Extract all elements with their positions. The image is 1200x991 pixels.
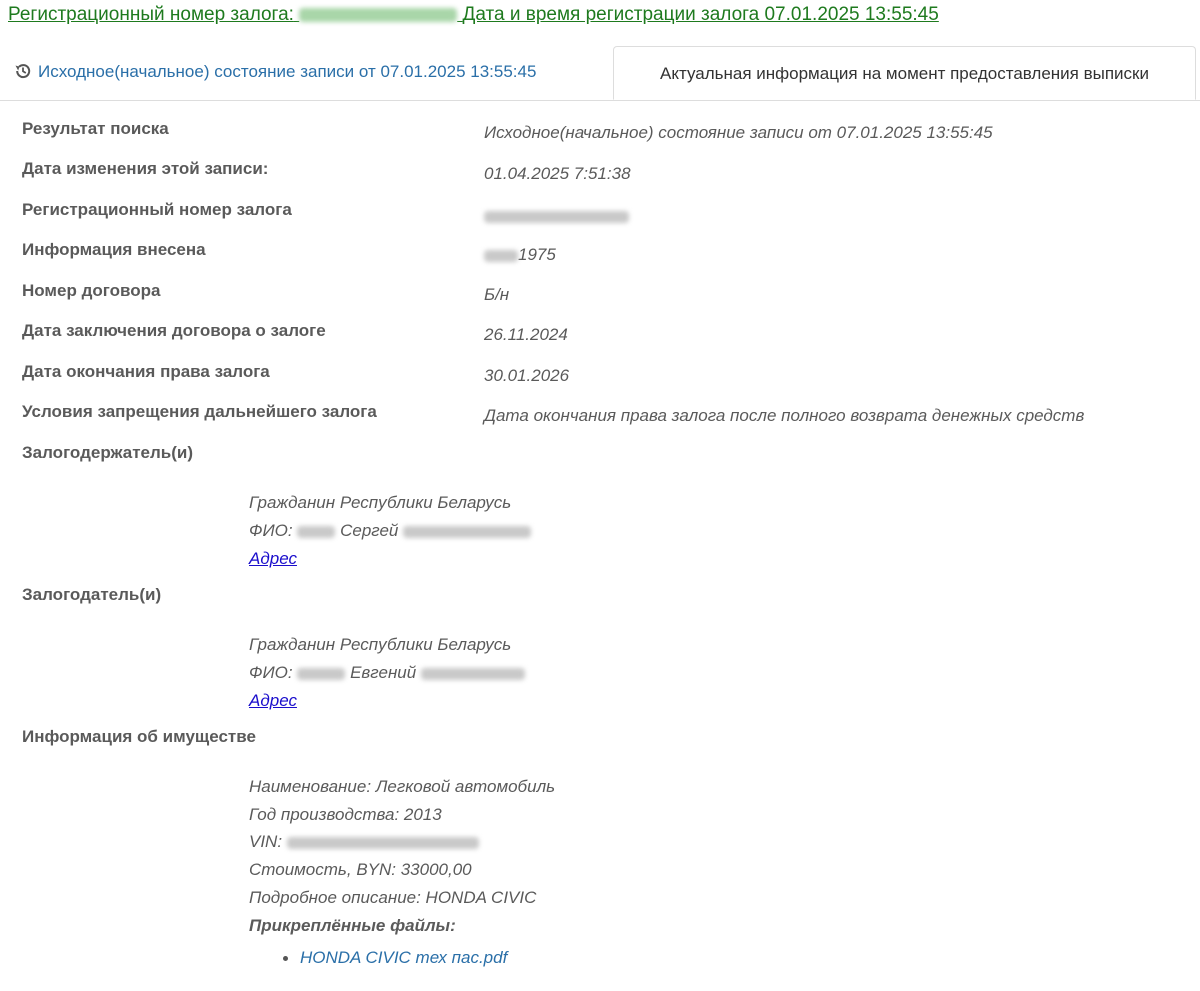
reg-number-label: Регистрационный номер залога: [8, 4, 294, 25]
field-value-pledge-end-date: 30.01.2026 [484, 366, 570, 385]
reg-date-label: Дата и время регистрации залога 07.01.2025 13:55:45 [462, 4, 939, 25]
field-value-search-result: Исходное(начальное) состояние записи от 07.01.2025 13:55:45 [484, 123, 993, 142]
field-label-change-date: Дата изменения этой записи: [22, 159, 269, 178]
field-label-pledge-end-date: Дата окончания права залога [22, 362, 270, 381]
field-value-pledge-conditions: Дата окончания права залога после полного возврата денежных средств [484, 406, 1085, 425]
pledgee-address-row [249, 549, 297, 569]
property-name: Наименование: Легковой автомобиль [249, 777, 556, 796]
pledgee-citizenship: Гражданин Республики Беларусь [249, 493, 512, 512]
pledgor-fio [249, 663, 525, 683]
field-label-search-result: Результат поиска [22, 119, 169, 138]
tab-initial-state[interactable] [14, 62, 536, 85]
pledgee-fio-label: ФИО: [249, 521, 293, 540]
redacted-pledgee-patronymic [403, 526, 531, 538]
redacted-pledgee-surname [297, 526, 335, 538]
field-value-contract-date: 26.11.2024 [484, 325, 568, 344]
pledgor-citizenship: Гражданин Республики Беларусь [249, 635, 512, 654]
field-label-contract-date: Дата заключения договора о залоге [22, 321, 326, 340]
field-value-change-date: 01.04.2025 7:51:38 [484, 164, 631, 183]
field-value-info-entered [484, 245, 556, 265]
redacted-pledgor-surname [297, 668, 345, 680]
pledgor-address-link[interactable]: Адрес [249, 691, 297, 710]
vin-label: VIN: [249, 832, 283, 851]
attached-files-list [283, 948, 507, 968]
property-heading: Информация об имуществе [22, 727, 256, 746]
field-label-contract-number: Номер договора [22, 281, 161, 300]
pledgee-first-name: Сергей [340, 521, 399, 540]
field-label-info-entered: Информация внесена [22, 240, 206, 259]
property-description: Подробное описание: HONDA CIVIC [249, 888, 537, 907]
tab-current-info[interactable] [613, 46, 1196, 100]
field-value-contract-number: Б/н [484, 285, 510, 304]
tab-bar [0, 46, 1200, 101]
pledgor-heading: Залогодатель(и) [22, 585, 162, 604]
attached-file-link[interactable]: HONDA CIVIC тех пас.pdf [300, 948, 508, 967]
field-label-reg-number: Регистрационный номер залога [22, 200, 292, 219]
registration-header-link[interactable] [8, 4, 939, 26]
property-year: Год производства: 2013 [249, 805, 442, 824]
redacted-entered-by [484, 250, 518, 262]
pledgee-address-link[interactable]: Адрес [249, 549, 297, 568]
tab-current-label: Актуальная информация на момент предоставления выписки [660, 64, 1149, 83]
property-cost: Стоимость, BYN: 33000,00 [249, 860, 472, 879]
property-vin [249, 832, 479, 852]
field-value-reg-number [484, 206, 629, 226]
list-bullet [283, 956, 288, 961]
redacted-pledgor-patronymic [421, 668, 525, 680]
pledgee-fio [249, 521, 531, 541]
tab-initial-label: Исходное(начальное) состояние записи от 07.01.2025 13:55:45 [38, 62, 537, 81]
pledgor-first-name: Евгений [350, 663, 417, 682]
history-icon [14, 62, 32, 85]
pledgor-fio-label: ФИО: [249, 663, 293, 682]
field-label-pledge-conditions: Условия запрещения дальнейшего залога [22, 402, 377, 421]
pledgor-address-row [249, 691, 297, 711]
entered-by-suffix: 1975 [518, 245, 556, 264]
pledgee-heading: Залогодержатель(и) [22, 443, 194, 462]
attached-files-label: Прикреплённые файлы: [249, 916, 456, 935]
redacted-vin [287, 837, 479, 849]
redacted-reg-number-value [484, 211, 629, 223]
redacted-reg-number [299, 8, 457, 22]
